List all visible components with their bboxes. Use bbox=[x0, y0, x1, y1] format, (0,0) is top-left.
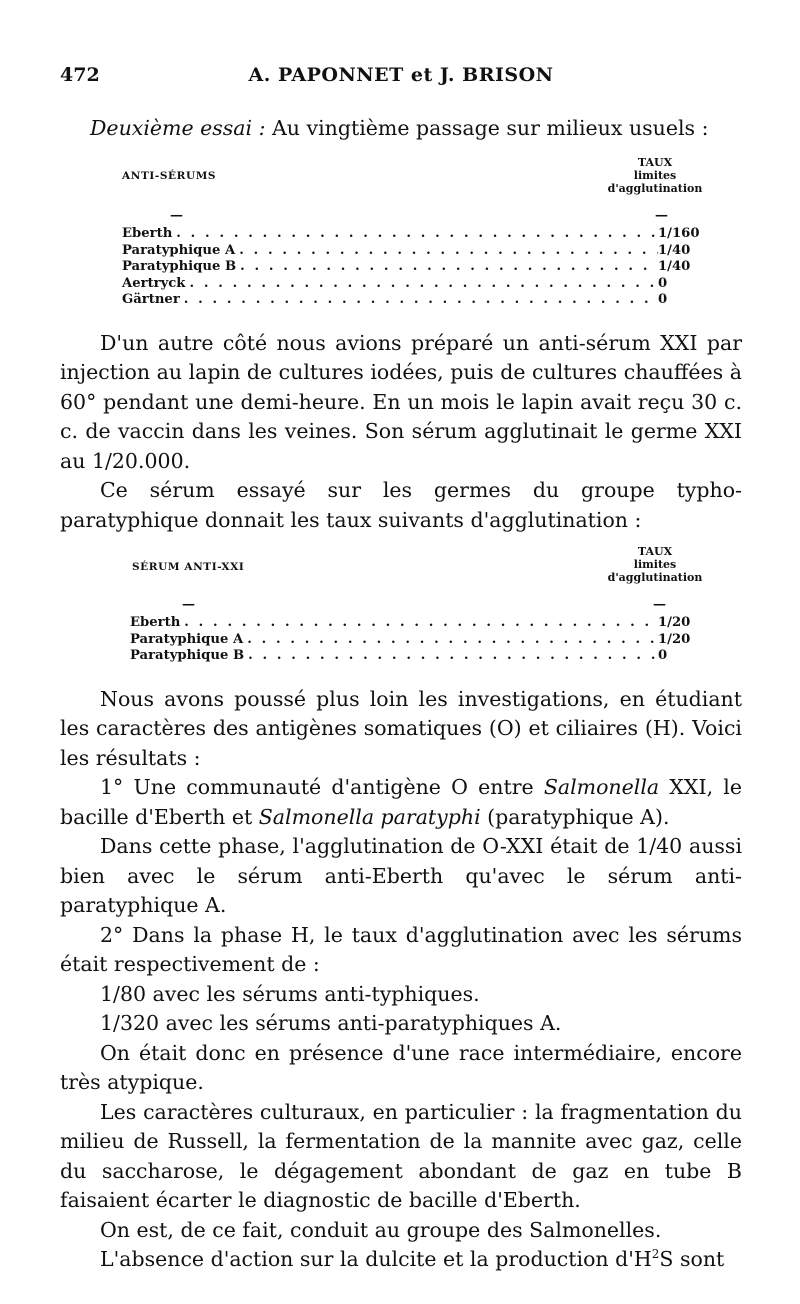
table-row bbox=[130, 615, 710, 632]
row-value: 0 bbox=[658, 292, 668, 307]
row-name: Aertryck bbox=[122, 275, 186, 291]
table-2-dashes bbox=[130, 597, 710, 615]
paragraph: Les caractères culturaux, en particulier : la fragmentation du milieu de Russell, la fermentation de la mannite avec gaz, celle du saccharose, le dégagement abondant de gaz en tube B faisaient écarter le diagnostic de bacille d'Eberth. bbox=[60, 1099, 742, 1212]
table-row bbox=[122, 292, 710, 309]
table-1-dash-left: — bbox=[170, 208, 183, 223]
dot-leader bbox=[236, 259, 658, 276]
table-1-dashes bbox=[122, 208, 710, 226]
row-name: Gärtner bbox=[122, 292, 180, 307]
paragraph: 1/320 avec les sérums anti-paratyphiques A. bbox=[100, 1011, 562, 1035]
table-row bbox=[122, 226, 710, 243]
paragraph: D'un autre côté nous avions préparé un anti-sérum XXI par injection au lapin de cultures iodées, puis de cultures chauffées à 60° pendant une demi-heure. En un mois le lapin avait reçu 30 c. c. de vaccin dans les veines. Son sérum agglutinait le germe XXI au 1/20.000. bbox=[60, 330, 742, 473]
row-name: Paratyphique B bbox=[122, 259, 237, 274]
body-text-1 bbox=[60, 329, 742, 536]
paragraph: Ce sérum essayé sur les germes du groupe typho-paratyphique donnait les taux suivants d'agglutination : bbox=[60, 478, 742, 532]
text-run: L'absence d'action sur la dulcite et la production d'H bbox=[100, 1247, 652, 1271]
dot-leader bbox=[244, 648, 658, 665]
dot-leader bbox=[172, 226, 658, 243]
essay-heading-italic: Deuxième essai : bbox=[90, 116, 266, 140]
agglutination-table-1 bbox=[122, 156, 710, 309]
table-2-header bbox=[130, 545, 710, 597]
table-row bbox=[122, 243, 710, 260]
paragraph bbox=[60, 773, 742, 832]
row-value: 1/40 bbox=[658, 242, 691, 258]
dot-leader bbox=[235, 243, 658, 260]
essay-heading-rest: Au vingtième passage sur milieux usuels : bbox=[265, 116, 709, 140]
text-run: 1° Une communauté d'antigène O entre bbox=[100, 775, 544, 799]
table-2-dash-left: — bbox=[182, 597, 195, 612]
table-row bbox=[122, 259, 710, 276]
agglutination-table-2 bbox=[130, 545, 710, 665]
page-number: 472 bbox=[60, 64, 100, 86]
table-1-dash-right: — bbox=[655, 208, 668, 223]
row-value: 1/20 bbox=[658, 631, 691, 647]
paragraph: Dans cette phase, l'agglutination de O-XXI était de 1/40 aussi bien avec le sérum anti-Eberth qu'avec le sérum anti-paratyphique A. bbox=[60, 834, 742, 917]
dot-leader bbox=[185, 276, 658, 293]
table-row bbox=[122, 276, 710, 293]
table-2-header-agglutination: d'agglutination bbox=[607, 571, 703, 584]
table-2-header-taux: TAUX bbox=[637, 545, 673, 558]
text-run-italic: Salmonella bbox=[543, 775, 660, 799]
row-value: 1/20 bbox=[658, 615, 691, 630]
text-run: XXI, le bacille d'Eberth et bbox=[60, 775, 742, 829]
running-title: A. PAPONNET et J. BRISON bbox=[248, 64, 554, 86]
row-name: Eberth bbox=[122, 226, 173, 241]
table-1-header bbox=[122, 156, 710, 208]
row-name: Paratyphique B bbox=[130, 648, 245, 663]
row-value: 0 bbox=[658, 648, 668, 663]
row-value: 1/160 bbox=[658, 226, 700, 241]
table-row bbox=[130, 632, 710, 649]
page bbox=[60, 64, 742, 1275]
table-1-right-header bbox=[600, 156, 710, 195]
table-1-header-taux: TAUX bbox=[637, 156, 673, 169]
text-run: (paratyphique A). bbox=[480, 804, 670, 829]
table-2-left-header: SÉRUM ANTI-XXI bbox=[132, 561, 245, 573]
page-header bbox=[60, 64, 742, 90]
paragraph: On était donc en présence d'une race intermédiaire, encore très atypique. bbox=[60, 1040, 742, 1094]
text-run: S sont bbox=[659, 1247, 725, 1271]
table-1-header-limites: limites bbox=[633, 169, 677, 182]
dot-leader bbox=[180, 292, 658, 309]
superscript: 2 bbox=[651, 1247, 660, 1262]
row-name: Eberth bbox=[130, 615, 181, 630]
paragraph: 1/80 avec les sérums anti-typhiques. bbox=[100, 981, 480, 1006]
row-value: 1/40 bbox=[658, 259, 691, 274]
dot-leader bbox=[180, 615, 658, 632]
table-2-dash-right: — bbox=[653, 597, 666, 612]
paragraph: 2° Dans la phase H, le taux d'agglutination avec les sérums était respectivement de : bbox=[60, 922, 742, 976]
text-run-italic: Salmonella paratyphi bbox=[258, 804, 481, 829]
row-name: Paratyphique A bbox=[122, 242, 236, 258]
row-name: Paratyphique A bbox=[130, 631, 244, 647]
essay-heading bbox=[60, 114, 742, 142]
table-2-right-header bbox=[600, 545, 710, 584]
dot-leader bbox=[243, 632, 658, 649]
paragraph: On est, de ce fait, conduit au groupe des Salmonelles. bbox=[100, 1217, 662, 1242]
table-row bbox=[130, 648, 710, 665]
paragraph: Nous avons poussé plus loin les investigations, en étudiant les caractères des antigènes somatiques (O) et ciliaires (H). Voici les résultats : bbox=[60, 686, 742, 770]
table-1-header-agglutination: d'agglutination bbox=[607, 182, 703, 195]
table-1-left-header: ANTI-SÉRUMS bbox=[122, 170, 217, 182]
paragraph bbox=[60, 1245, 742, 1275]
table-2-header-limites: limites bbox=[633, 558, 677, 571]
body-text-2 bbox=[60, 685, 742, 1275]
row-value: 0 bbox=[658, 275, 668, 291]
